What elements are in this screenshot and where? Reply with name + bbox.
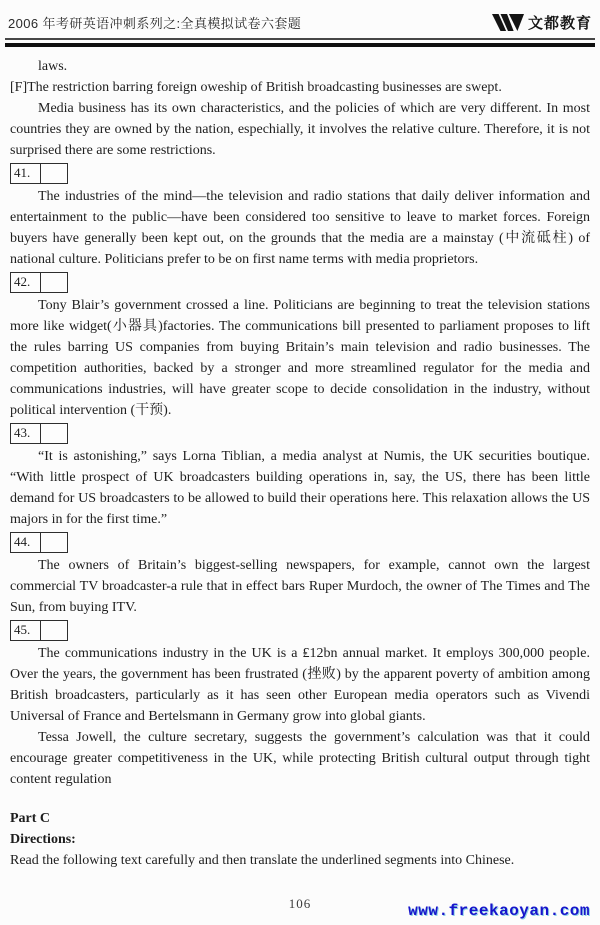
answer-box-41 — [10, 163, 68, 184]
paragraph: The industries of the mind—the television and radio stations that daily deliver information and entertainment to the public—have been considered too sensitive to leave to market forces. Foreign buyers have generally been kept out, on the grounds that the media are a mainstay (中流砥柱) of national culture. Politicians prefer to be on first name terms with media proprietors. — [10, 189, 590, 267]
answer-box-number: 45. — [11, 621, 41, 640]
section-heading: Directions: — [10, 832, 76, 847]
answer-box-blank — [41, 424, 67, 443]
paragraph: The owners of Britain’s biggest-selling newspapers, for example, cannot own the largest commercial TV broadcaster-a rule that in effect bars Ruper Murdoch, the owner of The Times and The Sun, from buying ITV. — [10, 558, 590, 615]
answer-box-blank — [41, 164, 67, 183]
page-number: 106 — [288, 896, 312, 911]
paragraph: The communications industry in the UK is a ₤12bn annual market. It employs 300,000 people. Over the years, the government has been frustrated (挫败) by the apparent poverty of ambition among British broadcasters, particularly as it has seen other European media operators such as Vivendi Universal of France and Bertelsmann in Germany grow into global giants. — [10, 646, 590, 724]
paragraph: Tessa Jowell, the culture secretary, suggests the government’s calculation was that it could encourage greater competitiveness in the UK, while protecting British cultural output through tight content regulation — [10, 730, 590, 787]
answer-box-number: 44. — [11, 533, 41, 552]
watermark-url: www.freekaoyan.com — [408, 902, 590, 920]
section-heading: Part C — [10, 811, 51, 826]
page-header — [0, 0, 600, 38]
page-content — [0, 47, 600, 871]
answer-box-number: 42. — [11, 273, 41, 292]
brand-logo — [492, 12, 592, 33]
paragraph: Media business has its own characteristics, and the policies of which are very different. In most countries they are owned by the nation, espechially, it involves the relative culture. Therefore, it is not surprised there are some restrictions. — [10, 101, 590, 158]
answer-box-blank — [41, 273, 67, 292]
text-line: Read the following text carefully and then translate the underlined segments into Chinese. — [10, 853, 515, 868]
text-line: laws. — [38, 59, 68, 74]
header-double-rule — [5, 38, 595, 47]
paragraph: “It is astonishing,” says Lorna Tiblian, a media analyst at Numis, the UK securities boutique. “With little prospect of UK broadcasters building operations in, say, the US, there has been little demand for US broadcasters to be allowed to build their operations here. This relaxation allows the US majors in for the first time.” — [10, 449, 590, 527]
answer-box-43 — [10, 423, 68, 444]
answer-box-42 — [10, 272, 68, 293]
answer-box-number: 41. — [11, 164, 41, 183]
answer-box-blank — [41, 621, 67, 640]
answer-box-blank — [41, 533, 67, 552]
series-title: 2006 年考研英语冲刺系列之:全真模拟试卷六套题 — [8, 16, 302, 31]
answer-box-number: 43. — [11, 424, 41, 443]
paragraph: Tony Blair’s government crossed a line. Politicians are beginning to treat the television stations more like widget(小器具)factories. The communications bill presented to parliament proposes to lift the rules barring US companies from buying Britain’s main television and radio businesses. The competition authorities, backed by a stronger and more streamlined regulator for the media and communications industries, will have greater scope to decide consolidation in the industry, without political intervention (干预). — [10, 298, 590, 418]
wendu-w-logo-icon — [492, 13, 524, 32]
answer-box-44 — [10, 532, 68, 553]
answer-box-45 — [10, 620, 68, 641]
option-line: [F]The restriction barring foreign oweship of British broadcasting businesses are swept. — [10, 80, 502, 95]
brand-name: 文都教育 — [527, 15, 592, 32]
